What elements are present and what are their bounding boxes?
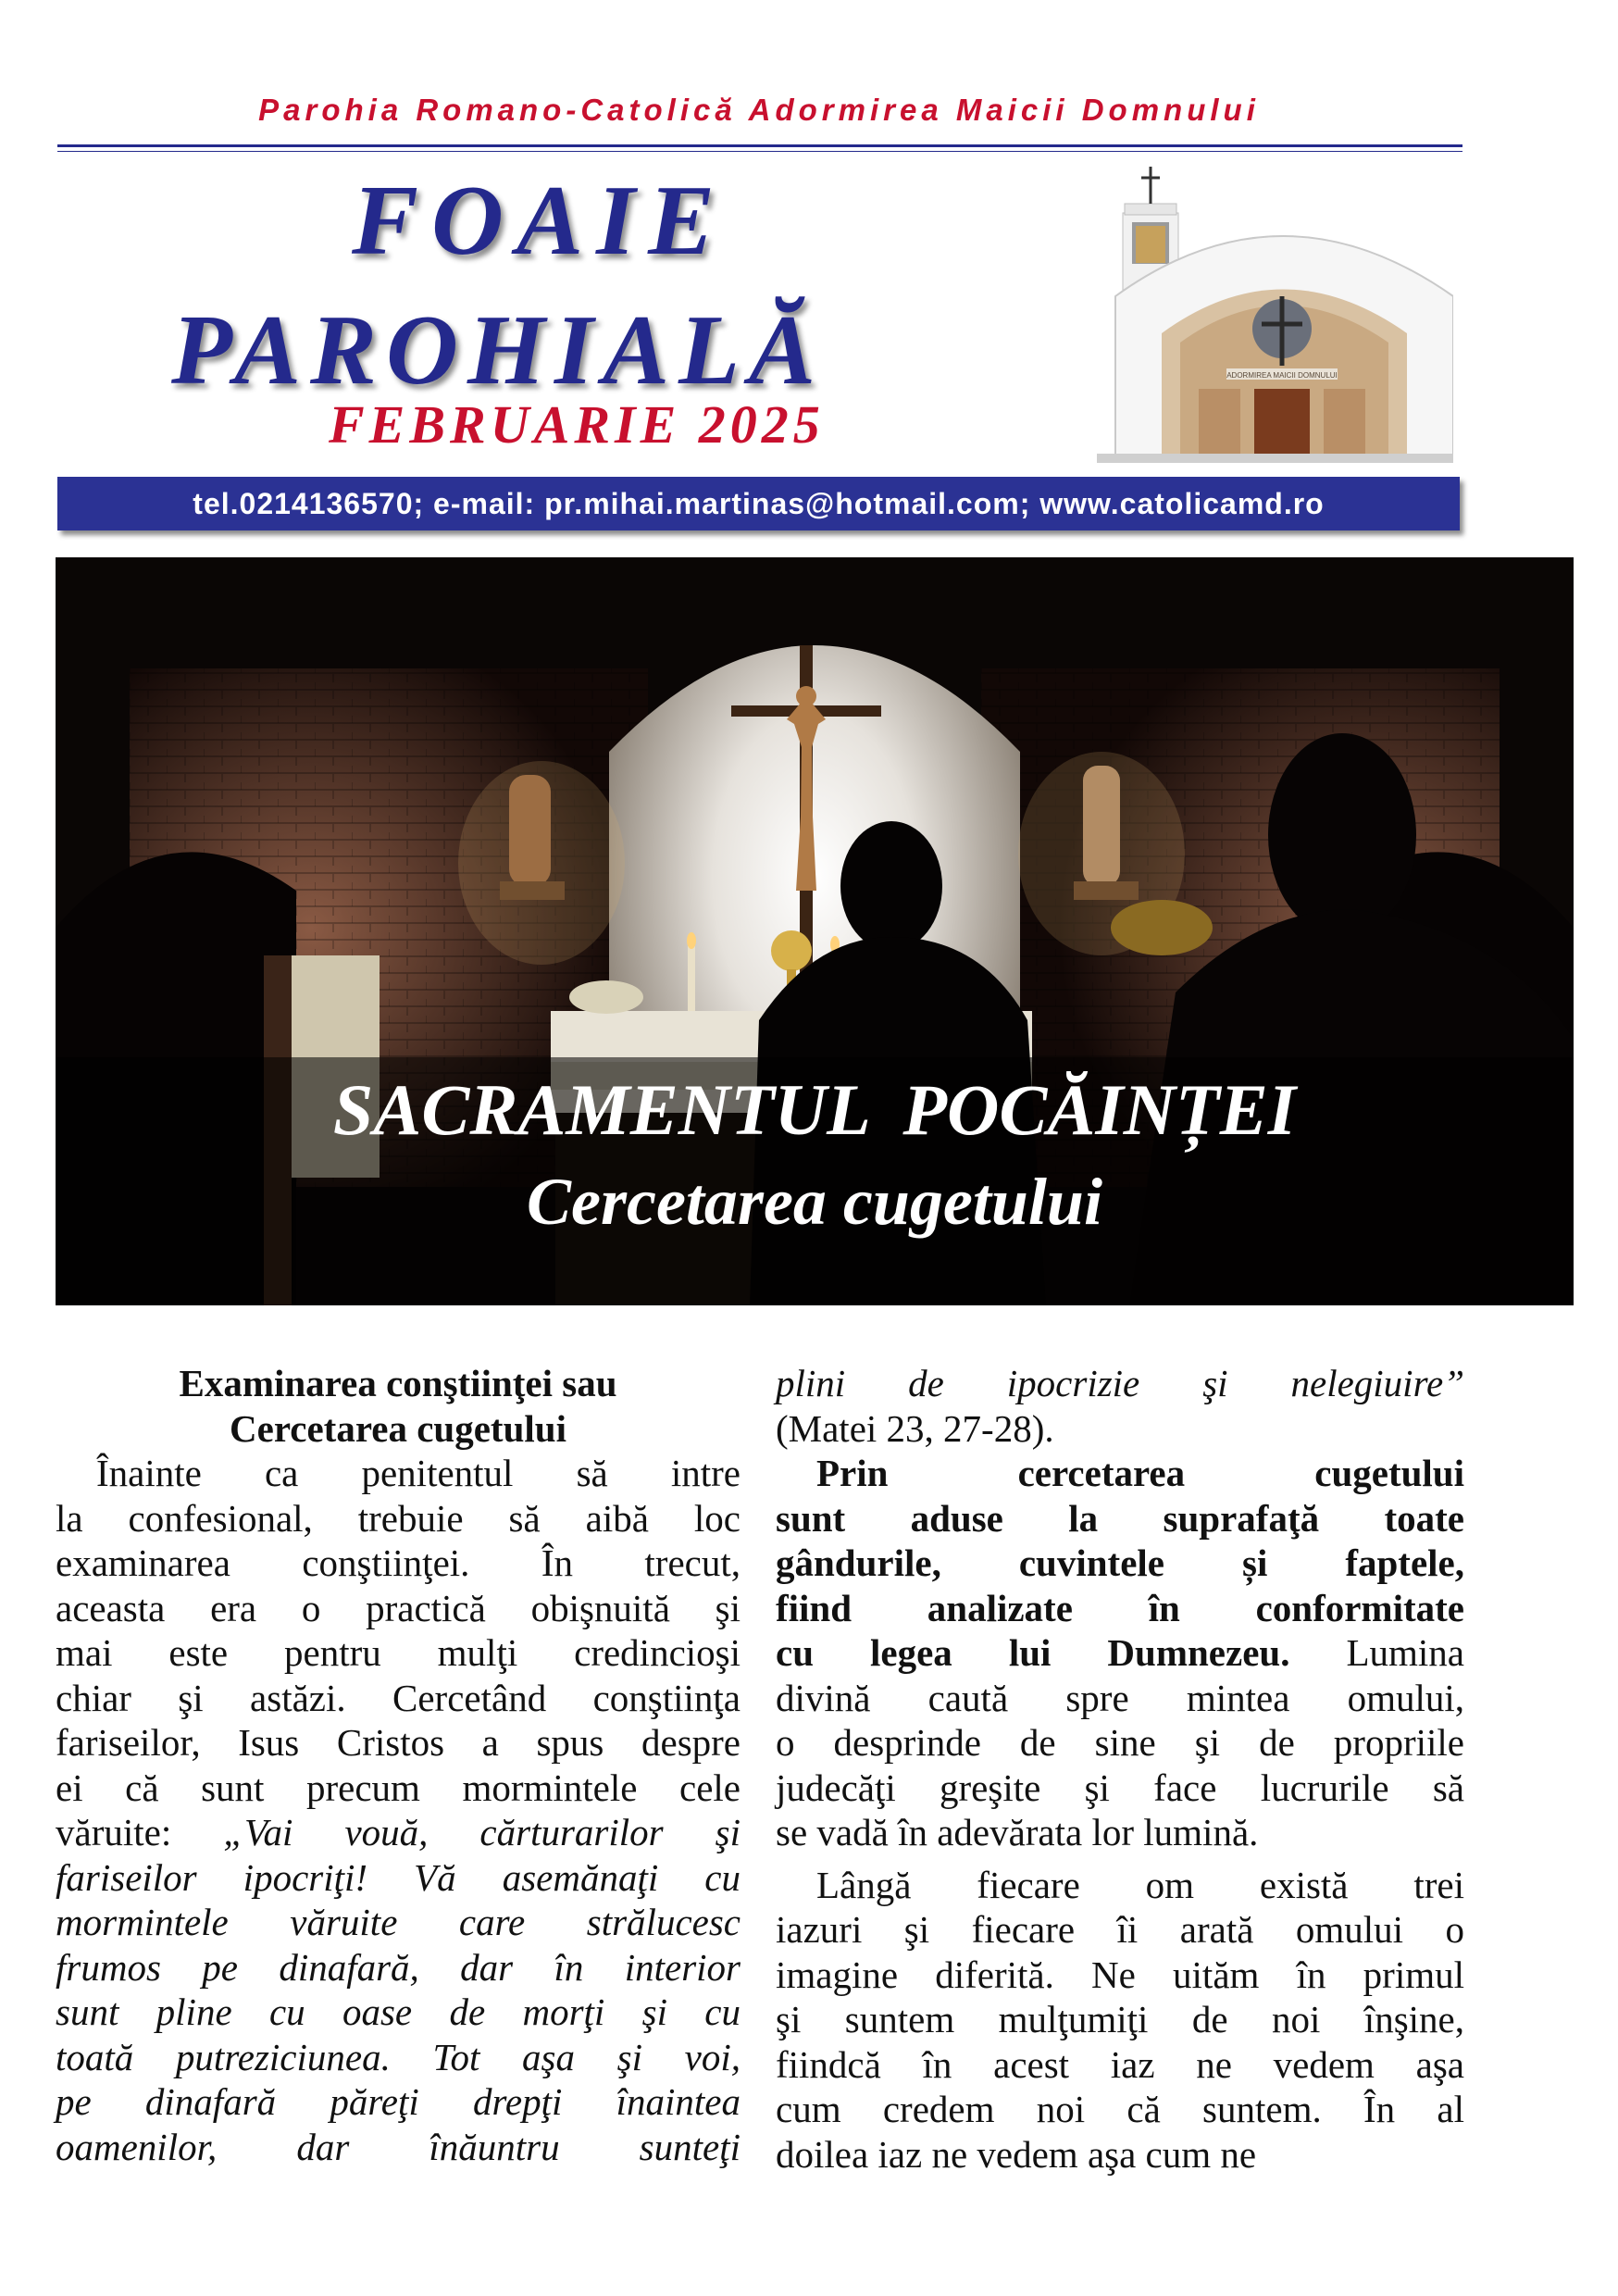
- text-line-bold: fiind analizate în conformitate: [776, 1586, 1464, 1629]
- text-fragment: Lumina: [1289, 1631, 1464, 1674]
- text-line: cum credem noi că suntem. În al: [776, 2088, 1464, 2130]
- contact-bar: [57, 477, 1460, 530]
- parish-name: Parohia Romano-Catolică Adormirea Maicii Domnului: [258, 93, 1260, 127]
- text-line: o desprinde de sine şi de propriile: [776, 1721, 1464, 1764]
- contact-info: tel.0214136570; e-mail: pr.mihai.martinas@hotmail.com; www.catolicamd.ro: [193, 487, 1325, 520]
- hero-subtitle: Cercetarea cugetului: [527, 1165, 1102, 1239]
- text-fragment: văruite:: [56, 1811, 224, 1853]
- quote-line: oamenilor, dar înăuntru sunteţi: [56, 2125, 741, 2168]
- hero-title: SACRAMENTUL POCĂINȚEI: [332, 1069, 1297, 1150]
- text-line: mai este pentru mulţi credincioşi: [56, 1631, 741, 1674]
- masthead-title-line-1: FOAIE: [352, 166, 728, 276]
- church-photo: [1097, 157, 1453, 463]
- issue-date: FEBRUARIE 2025: [329, 394, 825, 455]
- text-line: chiar şi astăzi. Cercetând conştiinţa: [56, 1676, 741, 1719]
- bold-fragment: cu legea lui Dumnezeu.: [776, 1631, 1290, 1674]
- text-line: şi suntem mulţumiţi de noi înşine,: [776, 1998, 1464, 2040]
- text-line: la confesional, trebuie să aibă loc: [56, 1496, 741, 1540]
- article-heading-2: Cercetarea cugetului: [230, 1406, 566, 1450]
- quote-line: toată putreziciunea. Tot aşa şi voi,: [56, 2035, 741, 2078]
- text-line: divină caută spre mintea omului,: [776, 1676, 1464, 1719]
- text-line-mixed: [776, 1630, 1464, 1676]
- text-line: doilea iaz ne vedem aşa cum ne: [776, 2132, 1257, 2176]
- church-inscription: ADORMIREA MAICII DOMNULUI: [1226, 371, 1338, 380]
- text-line: examinarea conştiinţei. În trecut,: [56, 1541, 741, 1584]
- text-line: ei că sunt precum mormintele cele: [56, 1766, 741, 1809]
- quote-line: mormintele văruite care strălucesc: [56, 1901, 741, 1943]
- quote-fragment: „Vai vouă, cărturarilor şi: [223, 1811, 741, 1853]
- text-line-mixed: [56, 1810, 741, 1855]
- article-column-left: [56, 1361, 741, 2169]
- text-line: Înainte ca penitentul să intre: [96, 1452, 741, 1494]
- masthead-title-line-2: PAROHIALĂ: [171, 295, 826, 406]
- article-heading-1: Examinarea conştiinţei sau: [179, 1362, 617, 1404]
- text-line: fariseilor, Isus Cristos a spus despre: [56, 1721, 741, 1764]
- text-line-bold: Prin cercetarea cugetului: [816, 1452, 1464, 1494]
- header-rule-thin: [57, 151, 1462, 152]
- quote-line: fariseilor ipocriţi! Vă asemănaţi cu: [56, 1855, 741, 1899]
- text-line: fiindcă în acest iaz ne vedem aşa: [776, 2042, 1464, 2086]
- citation: (Matei 23, 27-28).: [776, 1406, 1054, 1450]
- quote-line: frumos pe dinafară, dar în interior: [56, 1945, 741, 1989]
- quote-line: plini de ipocrizie şi nelegiuire”: [776, 1362, 1464, 1404]
- text-line-bold: sunt aduse la suprafaţă toate: [776, 1496, 1464, 1540]
- quote-line: pe dinafară păreţi drepţi înaintea: [56, 2080, 741, 2123]
- text-line: se vadă în adevărata lor lumină.: [776, 1811, 1259, 1853]
- text-line: Lângă fiecare om există trei: [816, 1863, 1464, 1906]
- header-rule: [57, 144, 1462, 147]
- text-line: judecăţi greşite şi face lucrurile să: [776, 1766, 1464, 1809]
- article-column-right: [776, 1361, 1464, 2177]
- quote-line: sunt pline cu oase de morţi şi cu: [56, 1990, 741, 2033]
- text-line: iazuri şi fiecare îi arată omului o: [776, 1908, 1464, 1951]
- text-line: imagine diferită. Ne uităm în primul: [776, 1953, 1464, 1996]
- text-line: aceasta era o practică obişnuită şi: [56, 1586, 741, 1629]
- text-line-bold: gândurile, cuvintele și faptele,: [776, 1541, 1464, 1584]
